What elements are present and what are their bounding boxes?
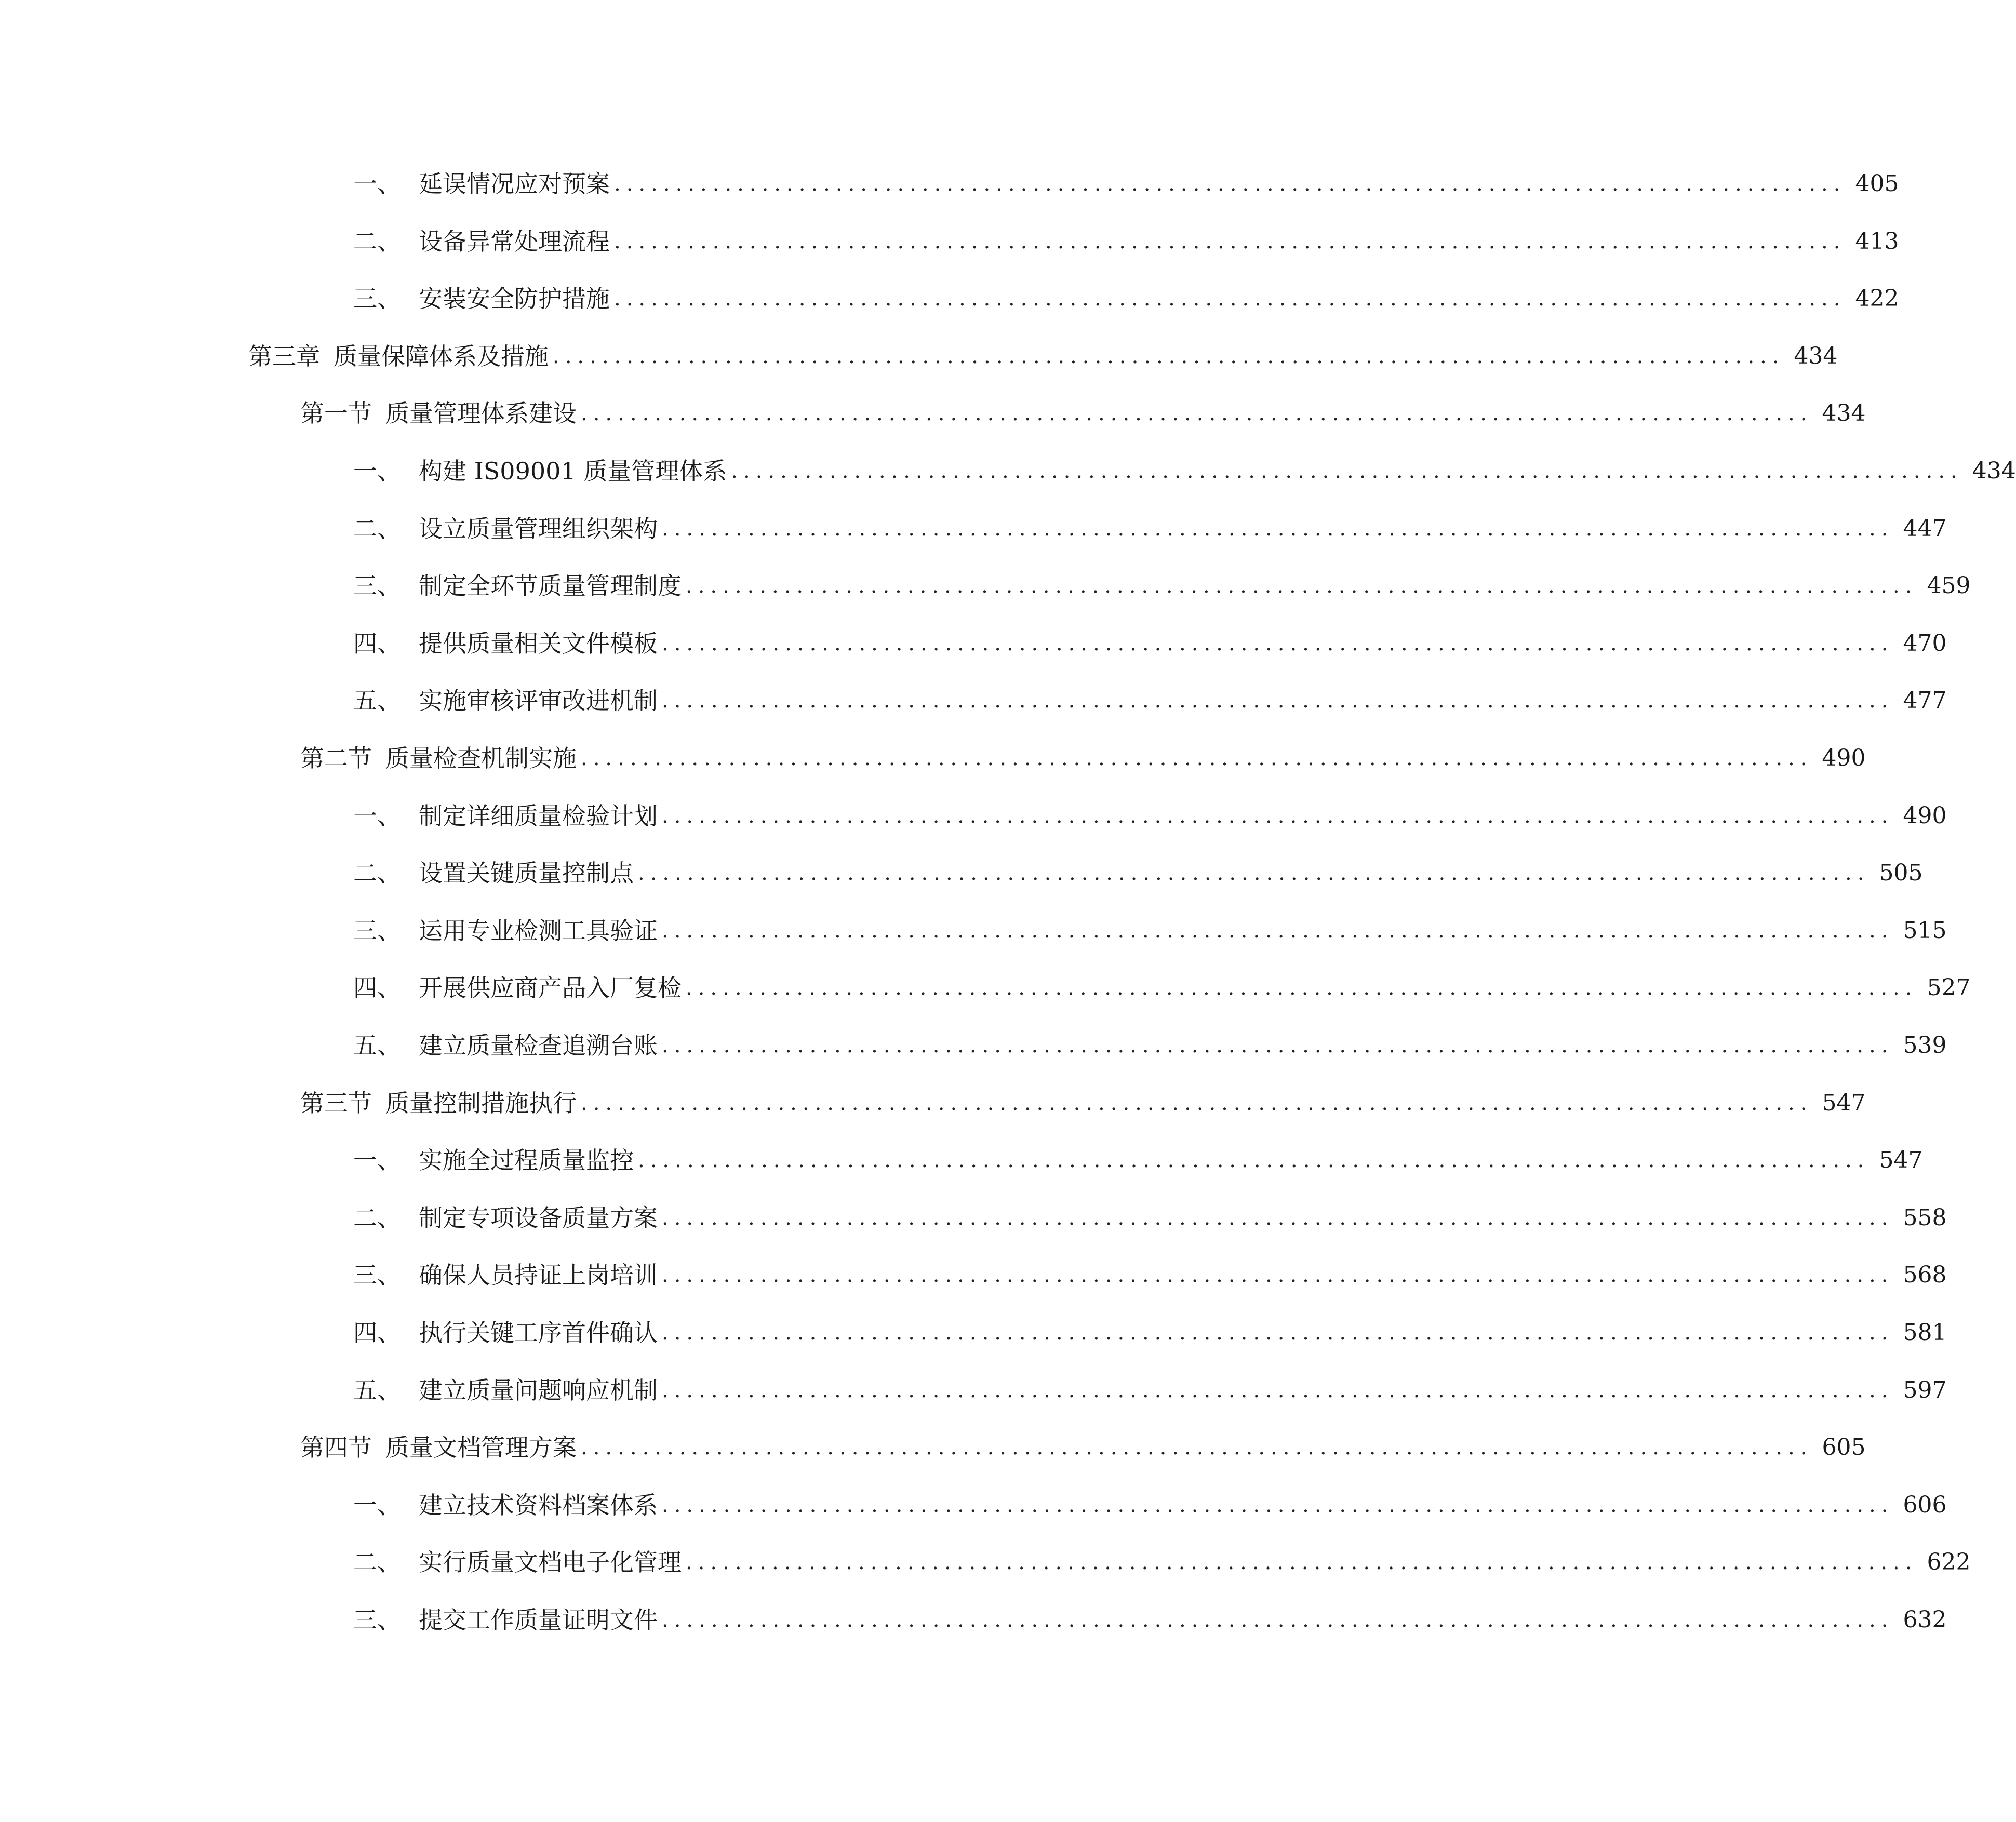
toc-subsection-entry[interactable] xyxy=(353,557,1971,614)
toc-entry-number: 二、 xyxy=(353,859,401,888)
toc-entry-number: 一、 xyxy=(353,457,401,485)
toc-entry-title: 制定详细质量检验计划 xyxy=(419,801,658,830)
toc-entry-title: 提交工作质量证明文件 xyxy=(419,1606,658,1634)
toc-entry-title: 确保人员持证上岗培训 xyxy=(419,1261,658,1290)
toc-dot-leader: .................................................................................................... xyxy=(614,287,1846,311)
toc-subsection-entry[interactable] xyxy=(353,1591,1947,1649)
toc-entry-title: 制定全环节质量管理制度 xyxy=(419,572,682,600)
toc-entry-title: 设立质量管理组织架构 xyxy=(419,514,658,543)
toc-dot-leader: .................................................................................................... xyxy=(731,459,1963,483)
toc-entry-title: 实施审核评审改进机制 xyxy=(419,687,658,715)
toc-page-number: 605 xyxy=(1822,1434,1866,1461)
toc-dot-leader: .................................................................................................... xyxy=(662,1321,1894,1345)
toc-subsection-entry[interactable] xyxy=(353,443,2016,500)
toc-dot-leader: .................................................................................................... xyxy=(614,229,1846,253)
toc-subsection-entry[interactable] xyxy=(353,270,1899,327)
toc-page-number: 539 xyxy=(1903,1032,1947,1059)
toc-entry-title: 实施全过程质量监控 xyxy=(419,1146,634,1175)
toc-dot-leader: .................................................................................................... xyxy=(581,746,1813,770)
toc-subsection-entry[interactable] xyxy=(353,902,1947,959)
toc-entry-number: 一、 xyxy=(353,801,401,830)
toc-entry-title: 构建 IS09001 质量管理体系 xyxy=(419,457,727,485)
toc-entry-number: 三、 xyxy=(353,285,401,313)
toc-entry-number: 一、 xyxy=(353,170,401,198)
toc-page-number: 622 xyxy=(1927,1549,1971,1576)
toc-entry-title: 质量保障体系及措施 xyxy=(333,342,549,370)
toc-subsection-entry[interactable] xyxy=(353,1189,1947,1247)
toc-section-entry[interactable] xyxy=(300,385,1866,442)
toc-subsection-entry[interactable] xyxy=(353,1132,1923,1189)
toc-subsection-entry[interactable] xyxy=(353,959,1971,1016)
toc-dot-leader: .................................................................................................... xyxy=(662,1608,1894,1632)
toc-dot-leader: .................................................................................................... xyxy=(662,1034,1894,1057)
toc-dot-leader: .................................................................................................... xyxy=(662,1263,1894,1288)
toc-entry-number: 五、 xyxy=(353,687,401,715)
toc-entry-number: 第三章 xyxy=(248,342,320,370)
toc-page-number: 527 xyxy=(1927,974,1971,1001)
toc-section-entry[interactable] xyxy=(300,1419,1866,1476)
toc-subsection-entry[interactable] xyxy=(353,787,1947,845)
toc-page-number: 413 xyxy=(1855,227,1899,254)
toc-entry-number: 四、 xyxy=(353,629,401,658)
toc-page-number: 581 xyxy=(1903,1319,1947,1346)
toc-entry-number: 一、 xyxy=(353,1491,401,1519)
toc-subsection-entry[interactable] xyxy=(353,1477,1947,1534)
toc-entry-number: 第三节 xyxy=(300,1089,372,1117)
toc-entry-title: 建立技术资料档案体系 xyxy=(419,1491,658,1519)
toc-dot-leader: .................................................................................................... xyxy=(614,172,1846,196)
toc-page-number: 490 xyxy=(1903,802,1947,829)
toc-entry-number: 五、 xyxy=(353,1376,401,1404)
toc-subsection-entry[interactable] xyxy=(353,155,1899,212)
toc-entry-title: 质量文档管理方案 xyxy=(385,1434,577,1462)
toc-subsection-entry[interactable] xyxy=(353,615,1947,672)
toc-entry-number: 三、 xyxy=(353,916,401,945)
toc-dot-leader: .................................................................................................... xyxy=(581,1091,1813,1115)
toc-dot-leader: .................................................................................................... xyxy=(662,631,1894,655)
toc-page-number: 568 xyxy=(1903,1262,1947,1289)
toc-entry-number: 第四节 xyxy=(300,1434,372,1462)
toc-dot-leader: .................................................................................................... xyxy=(686,976,1918,1000)
toc-subsection-entry[interactable] xyxy=(353,500,1947,557)
toc-entry-number: 第二节 xyxy=(300,744,372,772)
toc-dot-leader: .................................................................................................... xyxy=(662,689,1894,713)
toc-subsection-entry[interactable] xyxy=(353,1247,1947,1304)
toc-entry-title: 质量控制措施执行 xyxy=(385,1089,577,1117)
toc-page-number: 632 xyxy=(1903,1606,1947,1633)
toc-entry-title: 执行关键工序首件确认 xyxy=(419,1319,658,1347)
toc-entry-title: 安装安全防护措施 xyxy=(419,285,610,313)
toc-dot-leader: .................................................................................................... xyxy=(662,1493,1894,1517)
toc-section-entry[interactable] xyxy=(300,730,1866,787)
toc-page-number: 597 xyxy=(1903,1376,1947,1403)
toc-entry-number: 四、 xyxy=(353,1319,401,1347)
toc-entry-title: 运用专业检测工具验证 xyxy=(419,916,658,945)
toc-dot-leader: .................................................................................................... xyxy=(662,1378,1894,1402)
toc-entry-title: 制定专项设备质量方案 xyxy=(419,1203,658,1232)
toc-page-number: 434 xyxy=(1972,458,2016,484)
toc-entry-number: 四、 xyxy=(353,974,401,1002)
toc-dot-leader: .................................................................................................... xyxy=(686,574,1918,598)
toc-dot-leader: .................................................................................................... xyxy=(638,1148,1870,1173)
toc-dot-leader: .................................................................................................... xyxy=(553,344,1785,368)
toc-entry-number: 五、 xyxy=(353,1031,401,1060)
toc-subsection-entry[interactable] xyxy=(353,672,1947,729)
toc-page-number: 547 xyxy=(1822,1089,1866,1116)
toc-page-number: 470 xyxy=(1903,629,1947,657)
toc-page-number: 459 xyxy=(1927,572,1971,599)
toc-page-number: 434 xyxy=(1794,342,1838,369)
toc-page-number: 422 xyxy=(1855,285,1899,312)
toc-entry-number: 第一节 xyxy=(300,399,372,428)
toc-chapter-entry[interactable] xyxy=(248,328,1838,385)
toc-subsection-entry[interactable] xyxy=(353,1534,1971,1591)
toc-dot-leader: .................................................................................................... xyxy=(638,861,1870,886)
toc-entry-title: 设备异常处理流程 xyxy=(419,227,610,256)
toc-dot-leader: .................................................................................................... xyxy=(662,1205,1894,1230)
toc-entry-title: 质量管理体系建设 xyxy=(385,399,577,428)
toc-subsection-entry[interactable] xyxy=(353,213,1899,270)
toc-dot-leader: .................................................................................................... xyxy=(581,1436,1813,1460)
toc-page-number: 434 xyxy=(1822,400,1866,427)
toc-page-number: 490 xyxy=(1822,745,1866,771)
toc-entry-title: 设置关键质量控制点 xyxy=(419,859,634,888)
toc-page-number: 505 xyxy=(1879,860,1923,887)
toc-entry-number: 二、 xyxy=(353,514,401,543)
toc-entry-number: 三、 xyxy=(353,572,401,600)
toc-dot-leader: .................................................................................................... xyxy=(686,1550,1918,1575)
toc-entry-number: 二、 xyxy=(353,1203,401,1232)
toc-page-number: 606 xyxy=(1903,1491,1947,1518)
toc-subsection-entry[interactable] xyxy=(353,845,1923,902)
toc-entry-number: 三、 xyxy=(353,1261,401,1290)
toc-dot-leader: .................................................................................................... xyxy=(662,918,1894,943)
toc-subsection-entry[interactable] xyxy=(353,1362,1947,1419)
toc-page-number: 547 xyxy=(1879,1147,1923,1174)
toc-section-entry[interactable] xyxy=(300,1075,1866,1132)
toc-subsection-entry[interactable] xyxy=(353,1017,1947,1074)
toc-dot-leader: .................................................................................................... xyxy=(662,803,1894,828)
toc-page-number: 405 xyxy=(1855,170,1899,197)
toc-entry-title: 质量检查机制实施 xyxy=(385,744,577,772)
toc-entry-number: 一、 xyxy=(353,1146,401,1175)
toc-entry-title: 实行质量文档电子化管理 xyxy=(419,1548,682,1577)
toc-entry-title: 提供质量相关文件模板 xyxy=(419,629,658,658)
toc-page-number: 447 xyxy=(1903,515,1947,542)
toc-entry-title: 延误情况应对预案 xyxy=(419,170,610,198)
toc-entry-number: 三、 xyxy=(353,1606,401,1634)
toc-entry-title: 建立质量检查追溯台账 xyxy=(419,1031,658,1060)
toc-dot-leader: .................................................................................................... xyxy=(581,401,1813,426)
toc-entry-number: 二、 xyxy=(353,1548,401,1577)
toc-entry-title: 建立质量问题响应机制 xyxy=(419,1376,658,1404)
toc-entry-title: 开展供应商产品入厂复检 xyxy=(419,974,682,1002)
toc-page-number: 515 xyxy=(1903,917,1947,944)
toc-entry-number: 二、 xyxy=(353,227,401,256)
toc-dot-leader: .................................................................................................... xyxy=(662,516,1894,541)
toc-page-number: 477 xyxy=(1903,687,1947,714)
toc-page-number: 558 xyxy=(1903,1204,1947,1231)
toc-subsection-entry[interactable] xyxy=(353,1304,1947,1361)
